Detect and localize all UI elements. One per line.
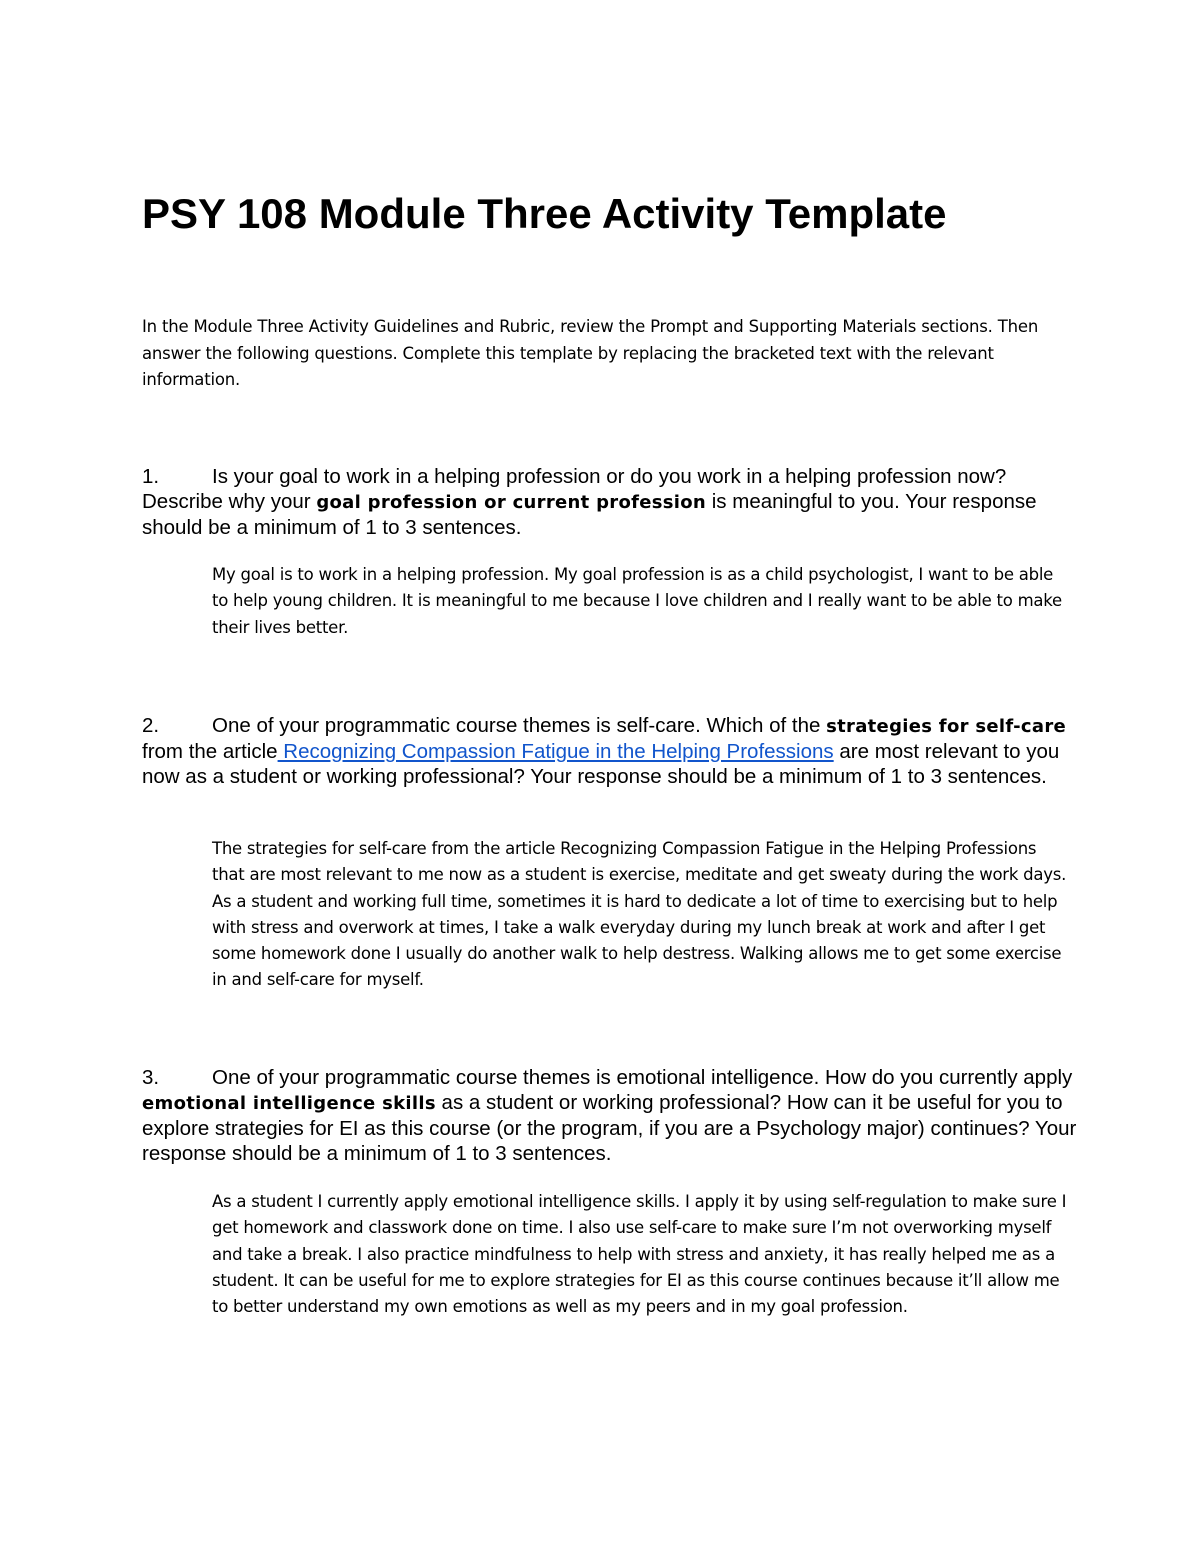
question-1 — [142, 464, 1077, 540]
question-emphasis: strategies for self-care — [826, 716, 1067, 737]
question-text: Is your goal to work in a helping profession or do you work in a helping profession now? Describe why your — [142, 465, 1007, 513]
question-emphasis: goal profession or current profession — [316, 492, 707, 513]
answer-1: My goal is to work in a helping profession. My goal profession is as a child psychologist, I want to be able to help young children. It is meaningful to me because I love children and I really want to be able to make their lives better. — [212, 565, 1062, 637]
question-text: from the article — [142, 740, 278, 763]
question-3 — [142, 1065, 1077, 1166]
question-text: as a student or working professional? How can it be useful for you to explore strategies for EI as this course (or the program, if you are a Psychology major) continues? Your response should be a minimum of 1 to 3 sentences. — [142, 1091, 1077, 1165]
question-number: 2. — [142, 714, 160, 737]
question-text: One of your programmatic course themes is self-care. Which of the — [212, 714, 827, 737]
question-text: One of your programmatic course themes is emotional intelligence. How do you currently apply — [212, 1066, 1073, 1089]
answer-3: As a student I currently apply emotional intelligence skills. I apply it by using self-regulation to make sure I get homework and classwork done on time. I also use self-care to make sure I’m not overworking myself and take a break. I also practice mindfulness to help with stress and anxiety, it has really helped me as a student. It can be useful for me to explore strategies for EI as this course continues because it’ll allow me to better understand my own emotions as well as my peers and in my goal profession. — [212, 1192, 1067, 1317]
question-2 — [142, 713, 1077, 789]
question-text: is meaningful to you. Your response should be a minimum of 1 to 3 sentences. — [142, 490, 1037, 539]
question-emphasis: emotional intelligence skills — [142, 1093, 436, 1114]
question-number: 1. — [142, 465, 160, 488]
page-title: PSY 108 Module Three Activity Template — [142, 190, 947, 237]
intro-paragraph: In the Module Three Activity Guidelines and Rubric, review the Prompt and Supporting Materials sections. Then answer the following questions. Complete this template by replacing the bracketed text with the relevant information. — [142, 317, 1039, 389]
question-number: 3. — [142, 1066, 160, 1089]
answer-2: The strategies for self-care from the article Recognizing Compassion Fatigue in the Helping Professions that are most relevant to me now as a student is exercise, meditate and get sweaty during the work days. As a student and working full time, sometimes it is hard to dedicate a lot of time to exercising but to help with stress and overwork at times, I take a walk everyday during my lunch break at work and after I get some homework done I usually do another walk to help destress. Walking allows me to get some exercise in and self-care for myself. — [212, 839, 1067, 990]
question-text: are most relevant to you now as a student or working professional? Your response should be a minimum of 1 to 3 sentences. — [142, 740, 1060, 788]
article-link[interactable]: Recognizing Compassion Fatigue in the Helping Professions — [277, 740, 834, 763]
